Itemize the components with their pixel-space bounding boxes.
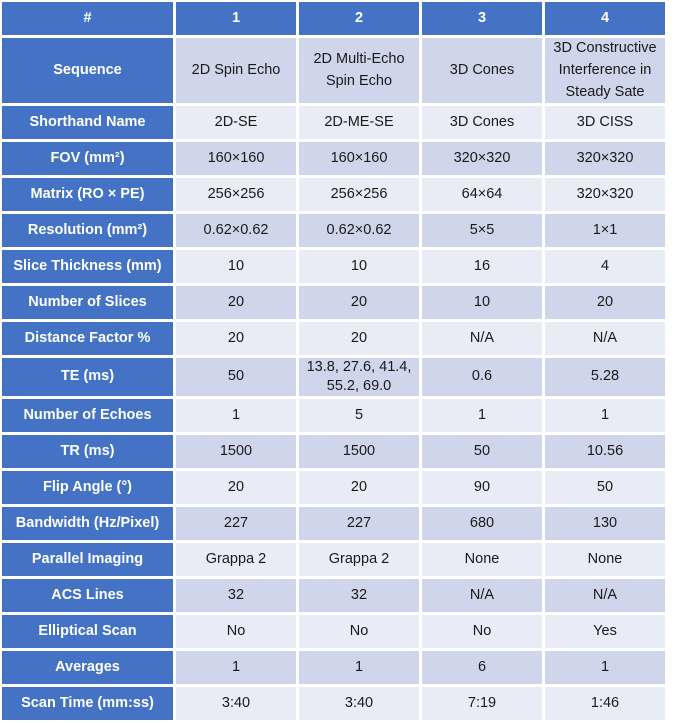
table-row [2,651,665,684]
table-cell: 160×160 [176,142,296,175]
table-cell: 32 [176,579,296,612]
table-row [2,286,665,319]
row-label: TE (ms) [2,358,173,396]
table-row [2,507,665,540]
table-cell: 20 [176,286,296,319]
row-label: Elliptical Scan [2,615,173,648]
table-cell: 160×160 [299,142,419,175]
table-cell: 1:46 [545,687,665,720]
table-row [2,435,665,468]
row-label: Resolution (mm²) [2,214,173,247]
table-cell: 1 [422,399,542,432]
table-cell: 20 [299,471,419,504]
table-cell: 256×256 [299,178,419,211]
row-label: Number of Echoes [2,399,173,432]
table-cell: 1 [545,651,665,684]
table-cell: 16 [422,250,542,283]
table-cell: 3D Cones [422,38,542,103]
table-cell: 64×64 [422,178,542,211]
table-cell: No [299,615,419,648]
table-cell: N/A [545,322,665,355]
row-label: Shorthand Name [2,106,173,139]
table-cell: 227 [299,507,419,540]
table-cell: 3:40 [176,687,296,720]
table-cell: 3D CISS [545,106,665,139]
header-cell: 4 [545,2,665,35]
row-label: Scan Time (mm:ss) [2,687,173,720]
row-label: Sequence [2,38,173,103]
table-cell: 20 [299,322,419,355]
table-row [2,543,665,576]
table-row [2,615,665,648]
table-row [2,471,665,504]
table-cell: 50 [422,435,542,468]
table-cell: 1 [176,651,296,684]
table-cell: 7:19 [422,687,542,720]
table-cell: No [422,615,542,648]
table-cell: 1 [545,399,665,432]
table-cell: 20 [176,322,296,355]
table-cell: 50 [545,471,665,504]
row-label: Slice Thickness (mm) [2,250,173,283]
table-row [2,250,665,283]
table-cell: 2D Multi-Echo Spin Echo [299,38,419,103]
table-cell: 5 [299,399,419,432]
table-cell: 2D-SE [176,106,296,139]
table-row [2,214,665,247]
row-label: FOV (mm²) [2,142,173,175]
row-label: Averages [2,651,173,684]
header-cell: 3 [422,2,542,35]
table-cell: 10 [176,250,296,283]
row-label: Number of Slices [2,286,173,319]
table-cell: 50 [176,358,296,396]
table-cell: 3D Cones [422,106,542,139]
table-cell: 10.56 [545,435,665,468]
table-cell: 227 [176,507,296,540]
table-cell: 90 [422,471,542,504]
table-cell: 5.28 [545,358,665,396]
table-cell: 1 [299,651,419,684]
table-cell: 5×5 [422,214,542,247]
table-cell: 0.6 [422,358,542,396]
row-label: Matrix (RO × PE) [2,178,173,211]
table-cell: 4 [545,250,665,283]
table-row [2,358,665,396]
table-cell: N/A [545,579,665,612]
table-cell: 20 [545,286,665,319]
table-cell: 2D Spin Echo [176,38,296,103]
table-cell: 320×320 [545,142,665,175]
row-label: Bandwidth (Hz/Pixel) [2,507,173,540]
table-row [2,142,665,175]
table-row [2,687,665,720]
table-cell: N/A [422,579,542,612]
table-cell: 0.62×0.62 [299,214,419,247]
table-row [2,178,665,211]
table-row [2,106,665,139]
table-cell: 13.8, 27.6, 41.4, 55.2, 69.0 [299,358,419,396]
row-label: Flip Angle (°) [2,471,173,504]
header-cell: 1 [176,2,296,35]
table-cell: N/A [422,322,542,355]
table-cell: 320×320 [422,142,542,175]
table-cell: 320×320 [545,178,665,211]
header-cell: # [2,2,173,35]
header-cell: 2 [299,2,419,35]
table-row [2,322,665,355]
header-row [2,2,665,35]
table-cell: 6 [422,651,542,684]
table-cell: 20 [299,286,419,319]
table-cell: 1500 [299,435,419,468]
table-cell: Grappa 2 [299,543,419,576]
table-row [2,579,665,612]
table-cell: Yes [545,615,665,648]
table-cell: 10 [422,286,542,319]
table-row [2,38,665,103]
row-label: ACS Lines [2,579,173,612]
table-cell: None [545,543,665,576]
row-label: Parallel Imaging [2,543,173,576]
table-cell: 2D-ME-SE [299,106,419,139]
table-cell: 1×1 [545,214,665,247]
row-label: TR (ms) [2,435,173,468]
table-cell: 1 [176,399,296,432]
table-cell: 0.62×0.62 [176,214,296,247]
table-cell: Grappa 2 [176,543,296,576]
table-cell: No [176,615,296,648]
row-label: Distance Factor % [2,322,173,355]
table-cell: 20 [176,471,296,504]
table-cell: 10 [299,250,419,283]
table-cell: 1500 [176,435,296,468]
table-cell: 3D Constructive Interference in Steady Sate [545,38,665,103]
table-cell: 3:40 [299,687,419,720]
table-cell: 32 [299,579,419,612]
table-cell: 256×256 [176,178,296,211]
table-cell: 130 [545,507,665,540]
table-cell: None [422,543,542,576]
table-cell: 680 [422,507,542,540]
table-row [2,399,665,432]
